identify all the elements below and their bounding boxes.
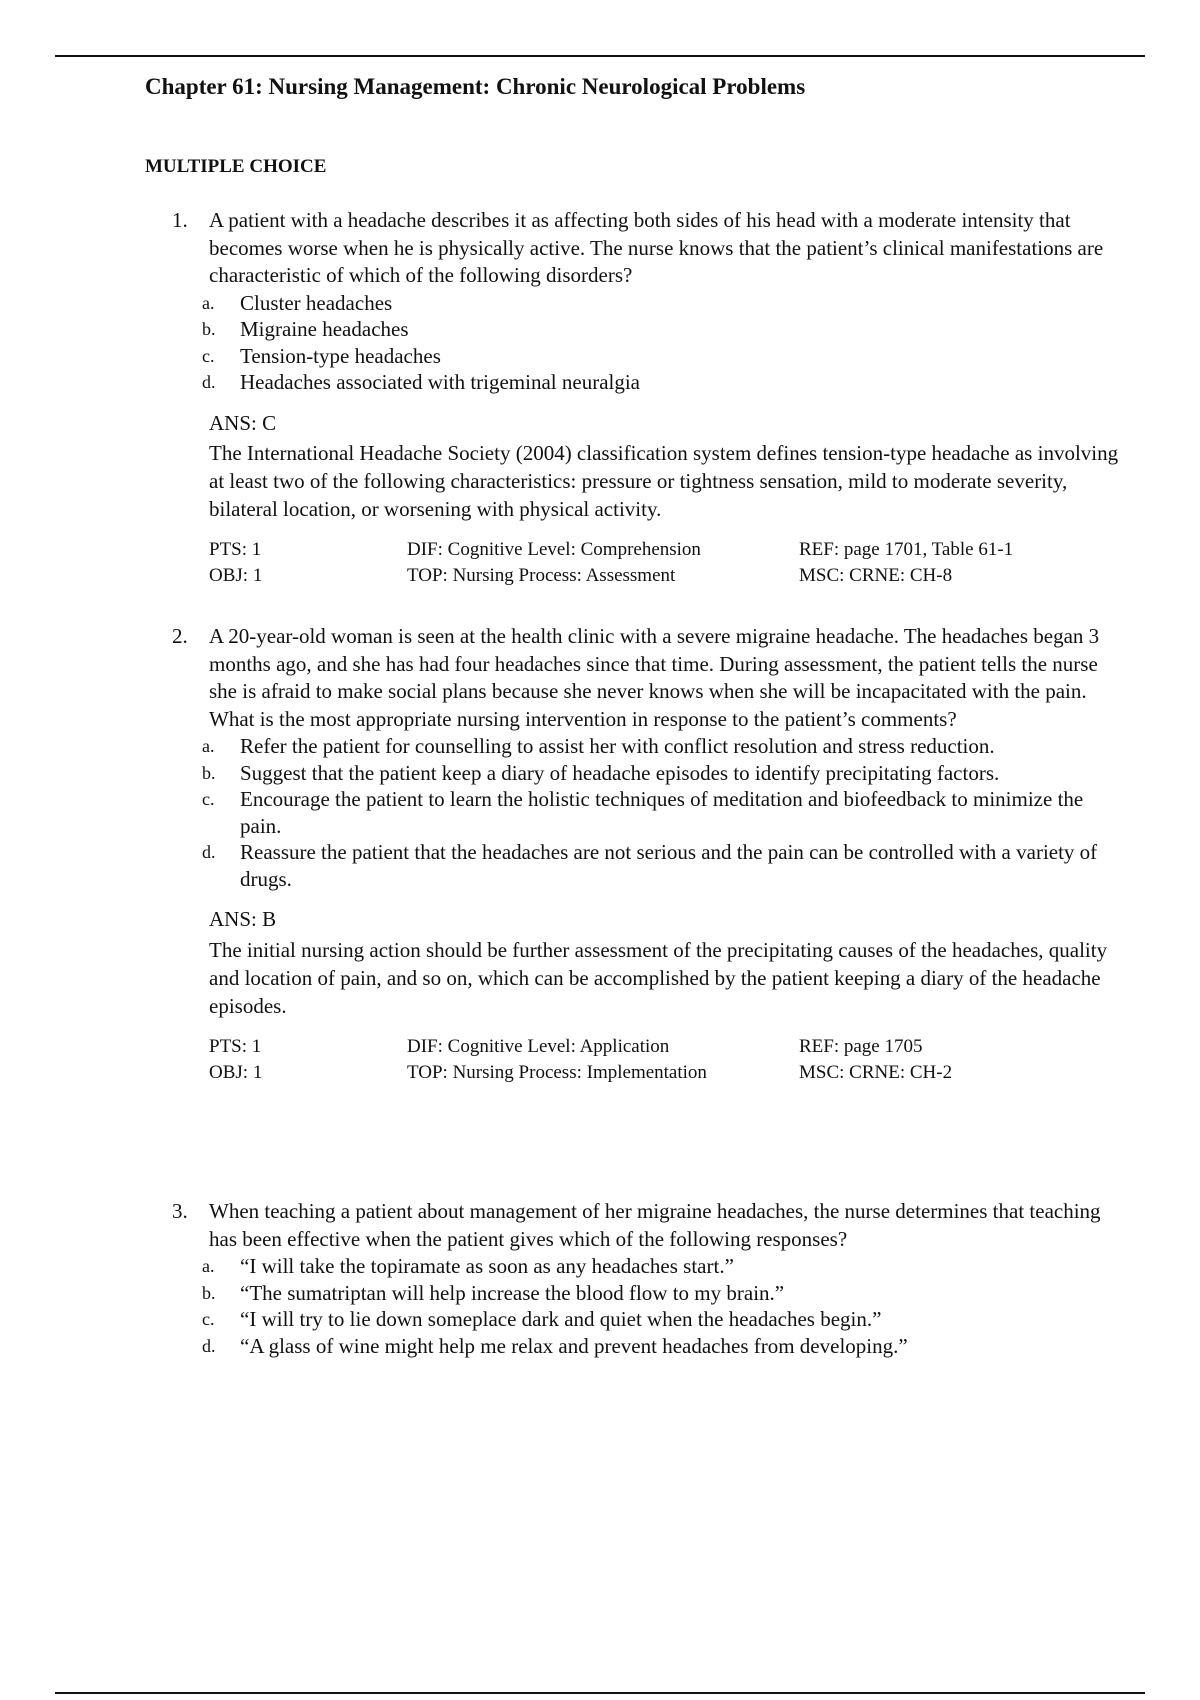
- option-letter: d.: [202, 842, 216, 862]
- meta-msc: MSC: CRNE: CH-2: [799, 1061, 953, 1083]
- answer-options: [172, 1253, 1122, 1359]
- question-metadata: [209, 1034, 1122, 1086]
- meta-obj: OBJ: 1: [209, 565, 263, 586]
- question-stem: A patient with a headache describes it as affecting both sides of his head with a moderate intensity that becomes worse when he is physically active. The nurse knows that the patient’s clinical manifestations are characteristic of which of the following disorders?: [209, 208, 1104, 287]
- answer-block: [209, 906, 1122, 1020]
- page-title: Chapter 61: Nursing Management: Chronic Neurological Problems: [145, 74, 806, 99]
- question-number: 1.: [172, 208, 188, 232]
- option-a: [172, 290, 1122, 317]
- option-letter: b.: [202, 319, 216, 339]
- option-d: [172, 839, 1122, 892]
- option-text: Refer the patient for counselling to assist her with conflict resolution and stress reduction.: [240, 734, 995, 758]
- answer-key: ANS: B: [209, 907, 277, 931]
- option-text: Migraine headaches: [240, 317, 409, 341]
- option-text: Tension-type headaches: [240, 343, 441, 368]
- rationale: The initial nursing action should be further assessment of the precipitating causes of the headaches, quality and location of pain, and so on, which can be accomplished by the patient keeping a diary of the headache episodes.: [209, 937, 1108, 1018]
- option-d: [172, 369, 1122, 396]
- meta-ref: REF: page 1705: [799, 1035, 923, 1057]
- meta-pts: PTS: 1: [209, 539, 262, 560]
- option-b: [172, 316, 1122, 343]
- top-rule: [55, 55, 1145, 57]
- option-text: “I will try to lie down someplace dark and quiet when the headaches begin.”: [240, 1307, 882, 1331]
- question-number: 3.: [172, 1199, 188, 1223]
- meta-msc: MSC: CRNE: CH-8: [799, 565, 953, 586]
- option-letter: c.: [202, 789, 215, 809]
- option-text: Encourage the patient to learn the holistic techniques of meditation and biofeedback to minimize the pain.: [240, 787, 1084, 838]
- option-text: “A glass of wine might help me relax and prevent headaches from developing.”: [240, 1333, 908, 1358]
- option-text: “I will take the topiramate as soon as any headaches start.”: [240, 1254, 734, 1278]
- meta-ref: REF: page 1701, Table 61-1: [799, 539, 1014, 560]
- option-d: [172, 1333, 1122, 1360]
- meta-obj: OBJ: 1: [209, 1061, 263, 1083]
- option-text: Reassure the patient that the headaches are not serious and the pain can be controlled with a variety of drugs.: [240, 840, 1098, 891]
- option-c: [172, 786, 1122, 839]
- option-a: [172, 733, 1122, 760]
- rationale: The International Headache Society (2004) classification system defines tension-type headache as involving at least two of the following characteristics: pressure or tightness sensation, mild to moderate severity, bilateral location, or worsening with physical activity.: [209, 441, 1119, 521]
- answer-options: [172, 733, 1122, 892]
- option-text: Cluster headaches: [240, 290, 393, 315]
- question-number: 2.: [172, 624, 188, 648]
- option-text: “The sumatriptan will help increase the blood flow to my brain.”: [240, 1280, 785, 1305]
- option-letter: c.: [202, 345, 215, 366]
- question-2: [172, 623, 1122, 1086]
- meta-dif: DIF: Cognitive Level: Application: [407, 1035, 670, 1057]
- option-letter: c.: [202, 1309, 215, 1329]
- answer-block: [209, 410, 1122, 524]
- meta-top: TOP: Nursing Process: Implementation: [407, 1061, 707, 1083]
- option-b: [172, 760, 1122, 787]
- meta-dif: DIF: Cognitive Level: Comprehension: [407, 539, 701, 560]
- option-letter: a.: [202, 736, 215, 756]
- question-3: [172, 1198, 1122, 1359]
- option-c: [172, 1306, 1122, 1333]
- option-letter: a.: [202, 292, 215, 313]
- question-stem: When teaching a patient about management of her migraine headaches, the nurse determines that teaching has been effective when the patient gives which of the following responses?: [209, 1199, 1101, 1251]
- option-letter: d.: [202, 1335, 216, 1356]
- option-c: [172, 343, 1122, 370]
- meta-pts: PTS: 1: [209, 1035, 262, 1057]
- option-b: [172, 1280, 1122, 1307]
- question-stem: A 20-year-old woman is seen at the health clinic with a severe migraine headache. The headaches began 3 months ago, and she has had four headaches since that time. During assessment, the patient tells the nurse she is afraid to make social plans because she never knows when she will be incapacitated with the pain. What is the most appropriate nursing intervention in response to the patient’s comments?: [209, 624, 1100, 731]
- question-metadata: [209, 537, 1122, 589]
- option-a: [172, 1253, 1122, 1280]
- meta-top: TOP: Nursing Process: Assessment: [407, 565, 676, 586]
- section-heading: MULTIPLE CHOICE: [145, 156, 327, 177]
- option-text: Suggest that the patient keep a diary of headache episodes to identify precipitating factors.: [240, 760, 1000, 785]
- answer-options: [172, 290, 1122, 396]
- option-letter: b.: [202, 762, 216, 783]
- bottom-rule: [55, 1692, 1145, 1694]
- answer-key: ANS: C: [209, 410, 277, 435]
- option-text: Headaches associated with trigeminal neuralgia: [240, 370, 641, 394]
- option-letter: a.: [202, 1256, 215, 1276]
- option-letter: d.: [202, 372, 216, 392]
- option-letter: b.: [202, 1282, 216, 1303]
- question-1: [172, 207, 1122, 589]
